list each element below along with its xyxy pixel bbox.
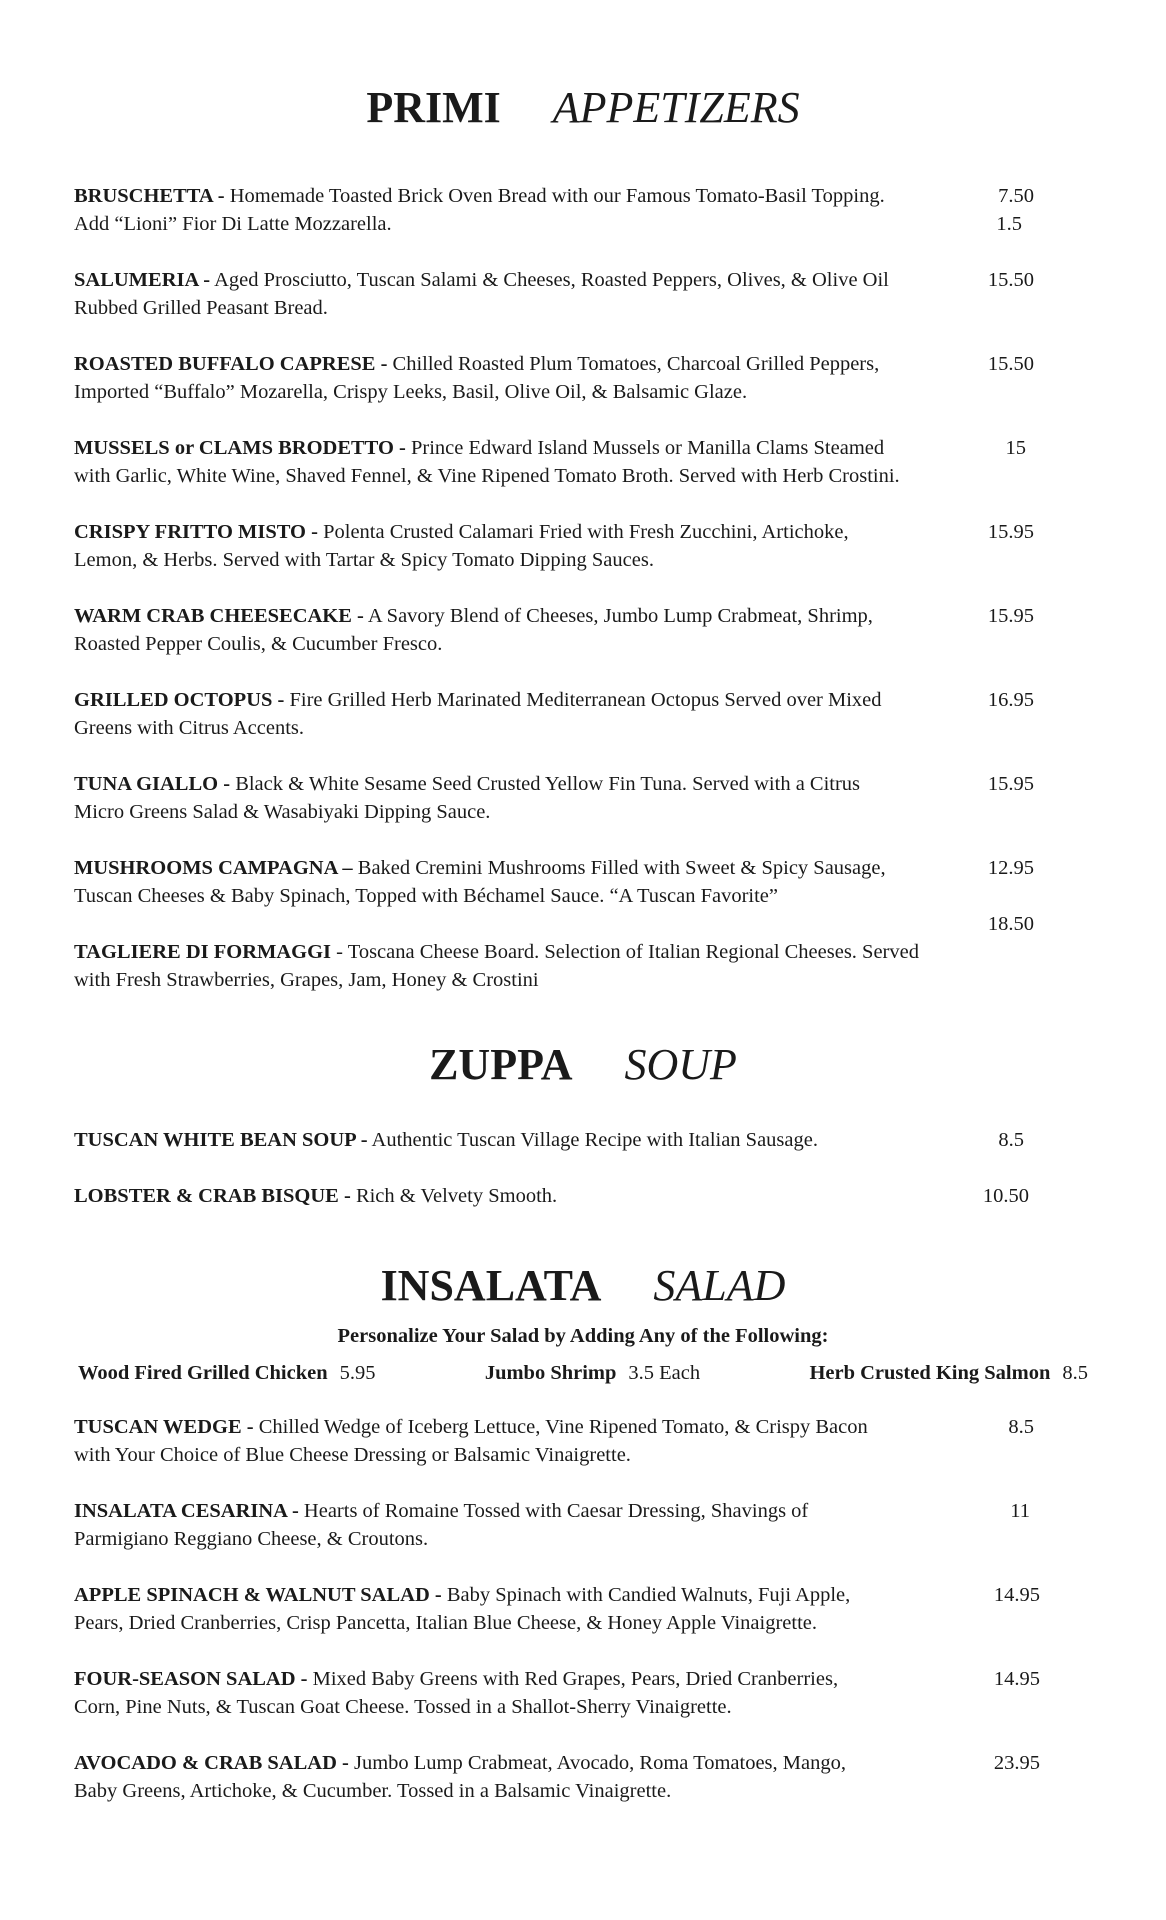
item-description: Homemade Toasted Brick Oven Bread with our Famous Tomato-Basil Topping. (229, 185, 885, 207)
menu-item-tuscan-wedge (74, 1413, 1034, 1469)
salad-english-title: SALAD (653, 1261, 786, 1310)
item-price: 8.5 (1008, 1416, 1034, 1438)
soup-heading (0, 1039, 1166, 1091)
item-name: GRILLED OCTOPUS - (74, 689, 285, 711)
item-price: 16.95 (987, 689, 1034, 711)
menu-item-grilled-octopus (74, 686, 1034, 742)
menu-item-four-season-salad (74, 1665, 1040, 1721)
menu-item-mussels-clams-brodetto (74, 434, 1034, 490)
addon-price: 5.95 (339, 1362, 376, 1384)
item-description: Chilled Wedge of Iceberg Lettuce, Vine Ripened Tomato, & Crispy Bacon (258, 1416, 868, 1438)
item-description-2: Add “Lioni” Fior Di Latte Mozzarella. (74, 213, 392, 235)
item-name: TAGLIERE DI FORMAGGI (74, 941, 332, 963)
soup-english-title: SOUP (624, 1040, 737, 1089)
item-description-2: Micro Greens Salad & Wasabiyaki Dipping Sauce. (74, 801, 491, 823)
item-price: 18.50 (987, 913, 1034, 935)
menu-item-tuscan-white-bean-soup (74, 1126, 1034, 1154)
item-description-2: Imported “Buffalo” Mozarella, Crispy Leeks, Basil, Olive Oil, & Balsamic Glaze. (74, 381, 748, 403)
menu-item-insalata-cesarina (74, 1497, 1034, 1553)
menu-item-apple-spinach-walnut-salad (74, 1581, 1040, 1637)
item-name: TUSCAN WHITE BEAN SOUP - (74, 1129, 368, 1151)
item-description: Hearts of Romaine Tossed with Caesar Dressing, Shavings of (303, 1500, 809, 1522)
item-description: Mixed Baby Greens with Red Grapes, Pears, Dried Cranberries, (312, 1668, 839, 1690)
addon-shrimp (485, 1359, 700, 1387)
item-description: - Toscana Cheese Board. Selection of Italian Regional Cheeses. Served (331, 941, 919, 963)
item-price: 14.95 (993, 1668, 1040, 1690)
item-addon-price: 1.5 (996, 213, 1022, 235)
item-name: TUSCAN WEDGE - (74, 1416, 254, 1438)
item-price: 14.95 (993, 1584, 1040, 1606)
menu-item-salumeria (74, 266, 1034, 322)
salad-heading (0, 1260, 1166, 1312)
menu-item-crispy-fritto-misto (74, 518, 1034, 574)
salad-addon-note: Personalize Your Salad by Adding Any of the Following: (337, 1325, 829, 1347)
item-name: TUNA GIALLO - (74, 773, 231, 795)
item-description-2: with Garlic, White Wine, Shaved Fennel, & Vine Ripened Tomato Broth. Served with Herb Crostini. (74, 465, 900, 487)
item-name: BRUSCHETTA - (74, 185, 225, 207)
addon-name: Wood Fired Grilled Chicken (78, 1362, 328, 1384)
menu-item-lobster-crab-bisque (74, 1182, 1034, 1210)
addon-name: Herb Crusted King Salmon (809, 1362, 1051, 1384)
addon-chicken (78, 1359, 376, 1387)
menu-item-warm-crab-cheesecake (74, 602, 1034, 658)
item-description-2: Corn, Pine Nuts, & Tuscan Goat Cheese. Tossed in a Shallot-Sherry Vinaigrette. (74, 1696, 732, 1718)
item-description: Baked Cremini Mushrooms Filled with Sweet & Spicy Sausage, (357, 857, 886, 879)
item-name: APPLE SPINACH & WALNUT SALAD - (74, 1584, 442, 1606)
item-price: 15.95 (987, 605, 1034, 627)
item-price: 15.95 (987, 521, 1034, 543)
item-price: 8.5 (998, 1129, 1024, 1151)
addon-price: 8.5 (1062, 1362, 1088, 1384)
item-description-2: Parmigiano Reggiano Cheese, & Croutons. (74, 1528, 429, 1550)
appetizers-english-title: APPETIZERS (552, 83, 800, 132)
item-description: Black & White Sesame Seed Crusted Yellow Fin Tuna. Served with a Citrus (235, 773, 861, 795)
salad-italian-title: INSALATA (380, 1261, 602, 1310)
item-name: SALUMERIA - (74, 269, 211, 291)
item-price: 15.95 (987, 773, 1034, 795)
item-description: Rich & Velvety Smooth. (355, 1185, 558, 1207)
item-name: WARM CRAB CHEESECAKE - (74, 605, 364, 627)
item-name: ROASTED BUFFALO CAPRESE - (74, 353, 388, 375)
item-description: Prince Edward Island Mussels or Manilla Clams Steamed (411, 437, 885, 459)
item-description: A Savory Blend of Cheeses, Jumbo Lump Crabmeat, Shrimp, (367, 605, 873, 627)
item-price: 15 (1005, 437, 1026, 459)
item-description-2: Pears, Dried Cranberries, Crisp Pancetta, Italian Blue Cheese, & Honey Apple Vinaigrette. (74, 1612, 818, 1634)
appetizers-italian-title: PRIMI (366, 83, 501, 132)
item-price: 12.95 (987, 857, 1034, 879)
item-price: 7.50 (998, 185, 1034, 207)
addon-price: 3.5 Each (628, 1362, 701, 1384)
item-name: MUSSELS or CLAMS BRODETTO - (74, 437, 406, 459)
menu-item-avocado-crab-salad (74, 1749, 1040, 1805)
menu-item-tuna-giallo (74, 770, 1034, 826)
item-description: Jumbo Lump Crabmeat, Avocado, Roma Tomatoes, Mango, (353, 1752, 846, 1774)
item-price: 15.50 (987, 269, 1034, 291)
item-name: LOBSTER & CRAB BISQUE - (74, 1185, 351, 1207)
item-price: 23.95 (993, 1752, 1040, 1774)
item-name: CRISPY FRITTO MISTO - (74, 521, 318, 543)
item-description-2: with Fresh Strawberries, Grapes, Jam, Honey & Crostini (74, 969, 539, 991)
menu-item-tagliere-di-formaggi (74, 913, 1034, 994)
menu-item-mushrooms-campagna (74, 854, 1034, 910)
menu-item-bruschetta (74, 182, 1034, 238)
item-description: Authentic Tuscan Village Recipe with Italian Sausage. (371, 1129, 818, 1151)
item-description: Polenta Crusted Calamari Fried with Fresh Zucchini, Artichoke, (323, 521, 849, 543)
item-price: 15.50 (987, 353, 1034, 375)
item-name: MUSHROOMS CAMPAGNA – (74, 857, 353, 879)
item-description-2: Baby Greens, Artichoke, & Cucumber. Tossed in a Balsamic Vinaigrette. (74, 1780, 672, 1802)
soup-italian-title: ZUPPA (429, 1040, 573, 1089)
appetizers-heading (0, 82, 1166, 134)
item-name: FOUR-SEASON SALAD - (74, 1668, 308, 1690)
item-price: 10.50 (982, 1185, 1029, 1207)
salad-addons (78, 1359, 1088, 1387)
addon-name: Jumbo Shrimp (484, 1362, 617, 1384)
item-description: Aged Prosciutto, Tuscan Salami & Cheeses, Roasted Peppers, Olives, & Olive Oil (214, 269, 889, 291)
item-name: INSALATA CESARINA - (74, 1500, 299, 1522)
menu-item-roasted-buffalo-caprese (74, 350, 1034, 406)
item-description-2: Lemon, & Herbs. Served with Tartar & Spicy Tomato Dipping Sauces. (74, 549, 654, 571)
item-description-2: Roasted Pepper Coulis, & Cucumber Fresco. (74, 633, 443, 655)
item-description: Fire Grilled Herb Marinated Mediterranean Octopus Served over Mixed (289, 689, 882, 711)
addon-salmon (809, 1359, 1088, 1387)
item-description-2: Tuscan Cheeses & Baby Spinach, Topped with Béchamel Sauce. “A Tuscan Favorite” (74, 885, 779, 907)
item-name: AVOCADO & CRAB SALAD - (74, 1752, 349, 1774)
item-description-2: with Your Choice of Blue Cheese Dressing or Balsamic Vinaigrette. (74, 1444, 631, 1466)
item-description-2: Greens with Citrus Accents. (74, 717, 305, 739)
item-description: Chilled Roasted Plum Tomatoes, Charcoal Grilled Peppers, (392, 353, 880, 375)
item-description: Baby Spinach with Candied Walnuts, Fuji Apple, (446, 1584, 851, 1606)
item-price: 11 (1010, 1500, 1030, 1522)
item-description-2: Rubbed Grilled Peasant Bread. (74, 297, 328, 319)
